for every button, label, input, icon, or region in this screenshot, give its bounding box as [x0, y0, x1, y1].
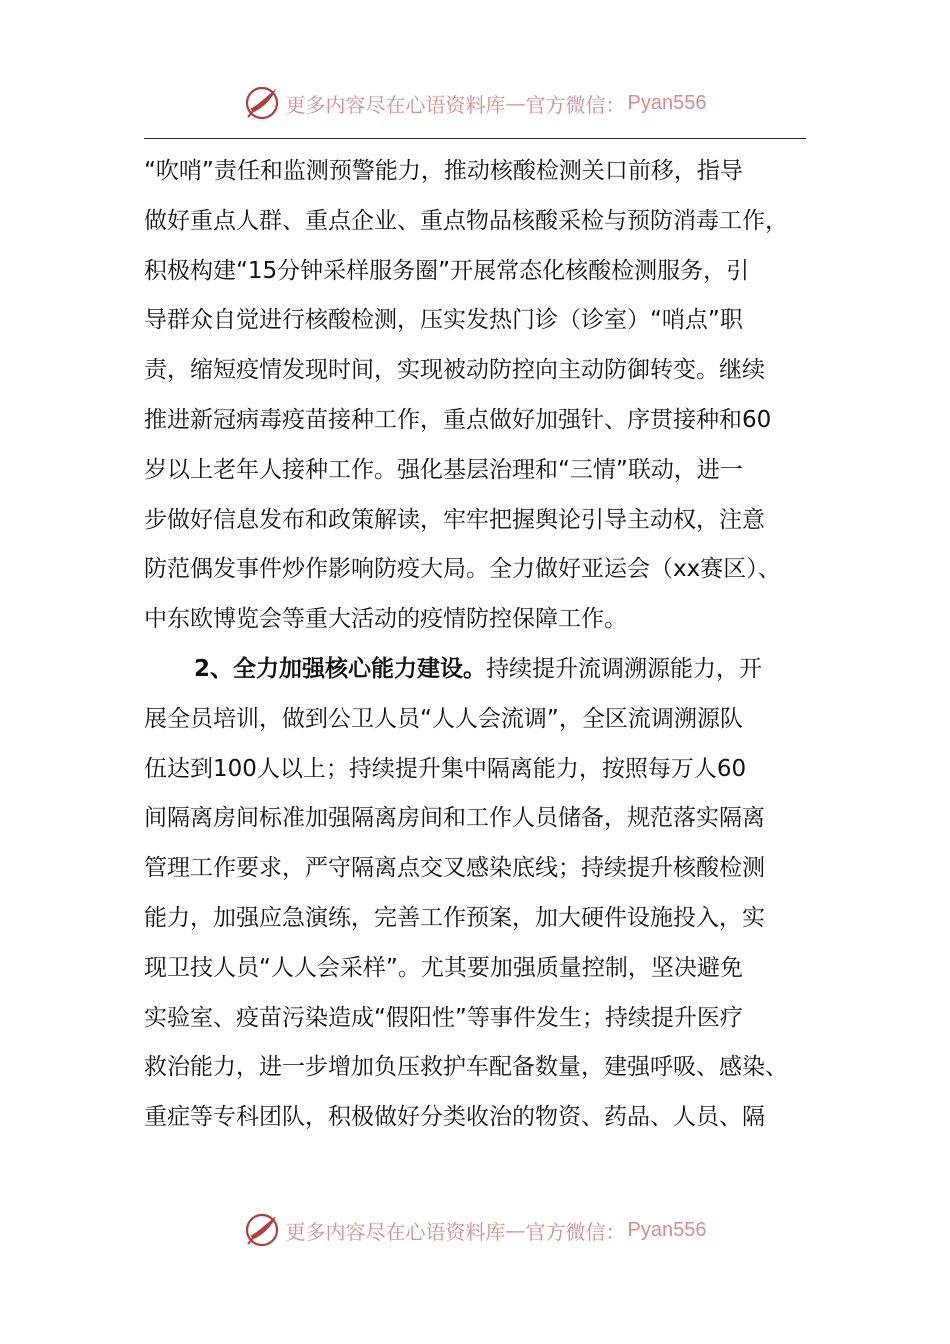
- header-contact-id: Pyan556: [627, 91, 707, 114]
- header-contact-label: 官方微信：: [525, 92, 626, 117]
- body-line: 管理工作要求，严守隔离点交叉感染底线；持续提升核酸检测: [144, 855, 765, 882]
- body-line: 做好重点人群、重点企业、重点物品核酸采检与预防消毒工作，: [144, 207, 788, 234]
- body-line: 间隔离房间标准加强隔离房间和工作人员储备，规范落实隔离: [144, 805, 765, 832]
- footer-contact-label: 官方微信：: [525, 1219, 626, 1244]
- header-dash: —: [505, 91, 526, 115]
- body-line: 岁以上老年人接种工作。强化基层治理和“三情”联动，进一: [144, 456, 743, 483]
- body-line: 责，缩短疫情发现时间，实现被动防控向主动防御转变。继续: [144, 357, 765, 384]
- body-line: 导群众自觉进行核酸检测，压实发热门诊（诊室）“哨点”职: [144, 307, 743, 334]
- quill-logo-icon: [244, 1212, 280, 1248]
- body-line: 防范偶发事件炒作影响防疫大局。全力做好亚运会（xx赛区）、: [144, 556, 781, 583]
- footer-banner: [0, 1207, 950, 1253]
- body-line: 推进新冠病毒疫苗接种工作，重点做好加强针、序贯接种和60: [144, 406, 772, 433]
- body-line: 救治能力，进一步增加负压救护车配备数量，建强呼吸、感染、: [144, 1054, 788, 1081]
- header-banner: [0, 80, 950, 126]
- body-line: 步做好信息发布和政策解读，牢牢把握舆论引导主动权，注意: [144, 506, 765, 533]
- body-line: 能力，加强应急演练，完善工作预案，加大硬件设施投入，实: [144, 904, 765, 931]
- footer-dash: —: [505, 1218, 526, 1242]
- footer-contact-id: Pyan556: [627, 1218, 707, 1241]
- body-line: 重症等专科团队，积极做好分类收治的物资、药品、人员、隔: [144, 1104, 765, 1131]
- document-body: [144, 147, 806, 1143]
- section-2-heading: 2、全力加强核心能力建设。: [194, 655, 487, 682]
- body-line: 现卫技人员“人人会采样”。尤其要加强质量控制，坚决避免: [144, 954, 743, 981]
- body-line: 展全员培训，做到公卫人员“人人会流调”，全区流调溯源队: [144, 705, 743, 732]
- body-line: 中东欧博览会等重大活动的疫情防控保障工作。: [144, 606, 627, 633]
- footer-site-text: 更多内容尽在心语资料库: [285, 1219, 506, 1244]
- section-2-first-rest: 持续提升流调溯源能力，开: [486, 655, 763, 682]
- body-line: 积极构建“15分钟采样服务圈”开展常态化核酸检测服务，引: [144, 257, 750, 284]
- body-line: 伍达到100人以上；持续提升集中隔离能力，按照每万人60: [144, 755, 747, 782]
- header-site-text: 更多内容尽在心语资料库: [285, 92, 506, 117]
- quill-logo-icon: [244, 85, 280, 121]
- body-line: “吹哨”责任和监测预警能力，推动核酸检测关口前移，指导: [144, 158, 743, 184]
- section-2-first-line: [144, 645, 806, 695]
- body-line: 实验室、疫苗污染造成“假阳性”等事件发生；持续提升医疗: [144, 1004, 743, 1031]
- header-divider: [144, 138, 806, 139]
